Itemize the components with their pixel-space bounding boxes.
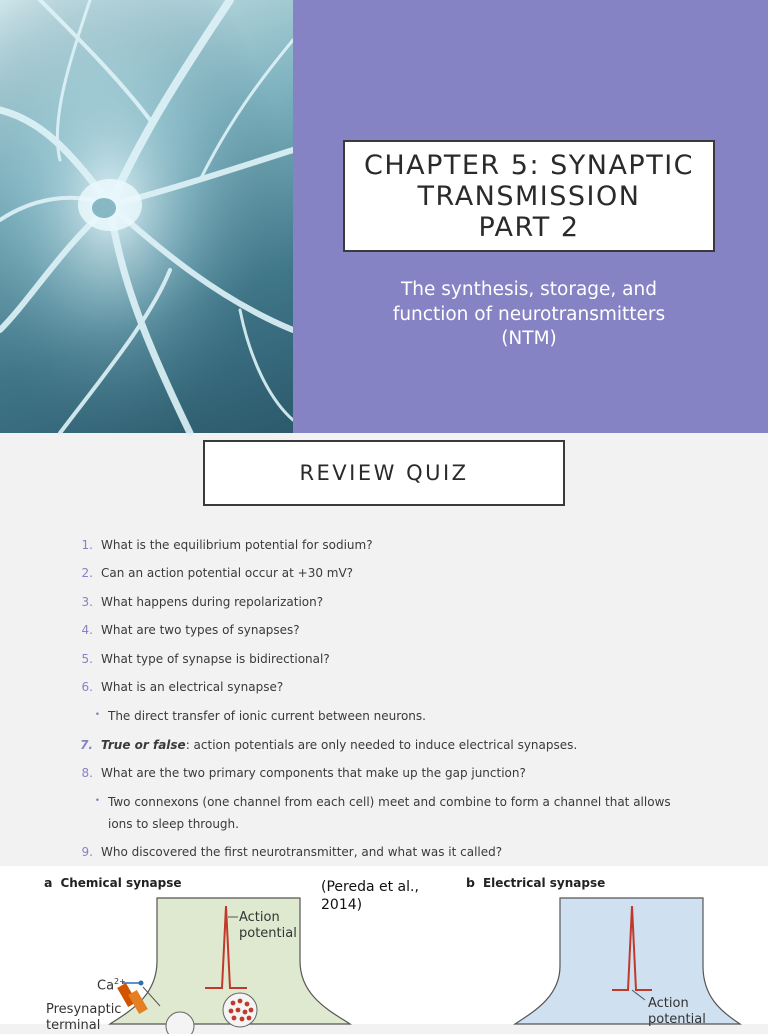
quiz-item-number: 3.	[81, 595, 93, 609]
quiz-item-2	[81, 566, 354, 580]
quiz-item-text: What are two types of synapses?	[101, 623, 300, 637]
quiz-item-3	[81, 595, 324, 609]
bullet-icon: •	[94, 710, 100, 720]
quiz-item-number: 7.	[80, 738, 93, 752]
quiz-item-number: 9.	[81, 845, 93, 859]
quiz-title: REVIEW QUIZ	[299, 461, 469, 485]
quiz-title-box	[203, 440, 565, 506]
quiz-item-8	[81, 766, 526, 780]
quiz-sub-item	[94, 795, 671, 809]
quiz-item-bold-text: True or false	[101, 738, 186, 752]
quiz-item-text: What are the two primary components that make up the gap junction?	[101, 766, 526, 780]
quiz-item-5	[81, 652, 330, 666]
quiz-item-number: 8.	[81, 766, 93, 780]
citation	[321, 878, 419, 914]
quiz-item-text: What is the equilibrium potential for sodium?	[101, 538, 373, 552]
neuron-illustration	[0, 0, 293, 433]
action-potential-label-a: Action potential	[239, 910, 297, 941]
quiz-item-number: 2.	[81, 566, 93, 580]
title-line-3: PART 2	[478, 211, 580, 243]
quiz-item-text: What is an electrical synapse?	[101, 680, 284, 694]
subtitle	[343, 278, 715, 352]
action-potential-label-b: Action potential	[648, 996, 706, 1027]
panel-b-title: b Electrical synapse	[466, 875, 606, 890]
quiz-sub-item	[94, 709, 426, 723]
subtitle-line-1: The synthesis, storage, and	[401, 279, 657, 300]
quiz-item-1	[81, 538, 373, 552]
synapse-figure	[0, 866, 768, 1033]
citation-line-2: 2014)	[321, 897, 363, 913]
presynaptic-terminal-label: Presynaptic terminal	[46, 1002, 122, 1033]
quiz-item-text: What happens during repolarization?	[101, 595, 324, 609]
quiz-item-number: 1.	[81, 538, 93, 552]
quiz-item-7	[80, 738, 578, 752]
subtitle-line-3: (NTM)	[501, 328, 557, 349]
quiz-item-text: Two connexons (one channel from each cell) meet and combine to form a channel that allows	[108, 795, 671, 809]
title-line-2: TRANSMISSION	[417, 180, 641, 212]
neuron-image	[0, 0, 293, 433]
citation-line-1: (Pereda et al.,	[321, 879, 419, 895]
electrical-terminal-shape	[515, 898, 740, 1024]
panel-a-title: a Chemical synapse	[44, 875, 182, 890]
title-box	[343, 140, 715, 252]
title-slide	[0, 0, 768, 433]
quiz-item-number: 4.	[81, 623, 93, 637]
quiz-item-text: Who discovered the first neurotransmitter, and what was it called?	[101, 845, 503, 859]
calcium-label: $Ca^{2+}$	[97, 977, 126, 994]
quiz-item-number: 6.	[81, 680, 93, 694]
quiz-item-text: What type of synapse is bidirectional?	[101, 652, 330, 666]
quiz-sub-item-continued	[108, 817, 239, 831]
subtitle-line-2: function of neurotransmitters	[392, 303, 666, 325]
quiz-item-number: 5.	[81, 652, 93, 666]
quiz-item-text: ions to sleep through.	[108, 817, 239, 831]
title-line-1: CHAPTER 5: SYNAPTIC	[363, 149, 695, 181]
quiz-item-text: : action potentials are only needed to induce electrical synapses.	[185, 738, 578, 752]
bullet-icon: •	[94, 796, 100, 806]
quiz-item-text: Can an action potential occur at +30 mV?	[101, 566, 354, 580]
quiz-item-6	[81, 680, 284, 694]
quiz-item-text: The direct transfer of ionic current between neurons.	[108, 709, 426, 723]
quiz-item-4	[81, 623, 300, 637]
quiz-item-9	[81, 845, 503, 859]
